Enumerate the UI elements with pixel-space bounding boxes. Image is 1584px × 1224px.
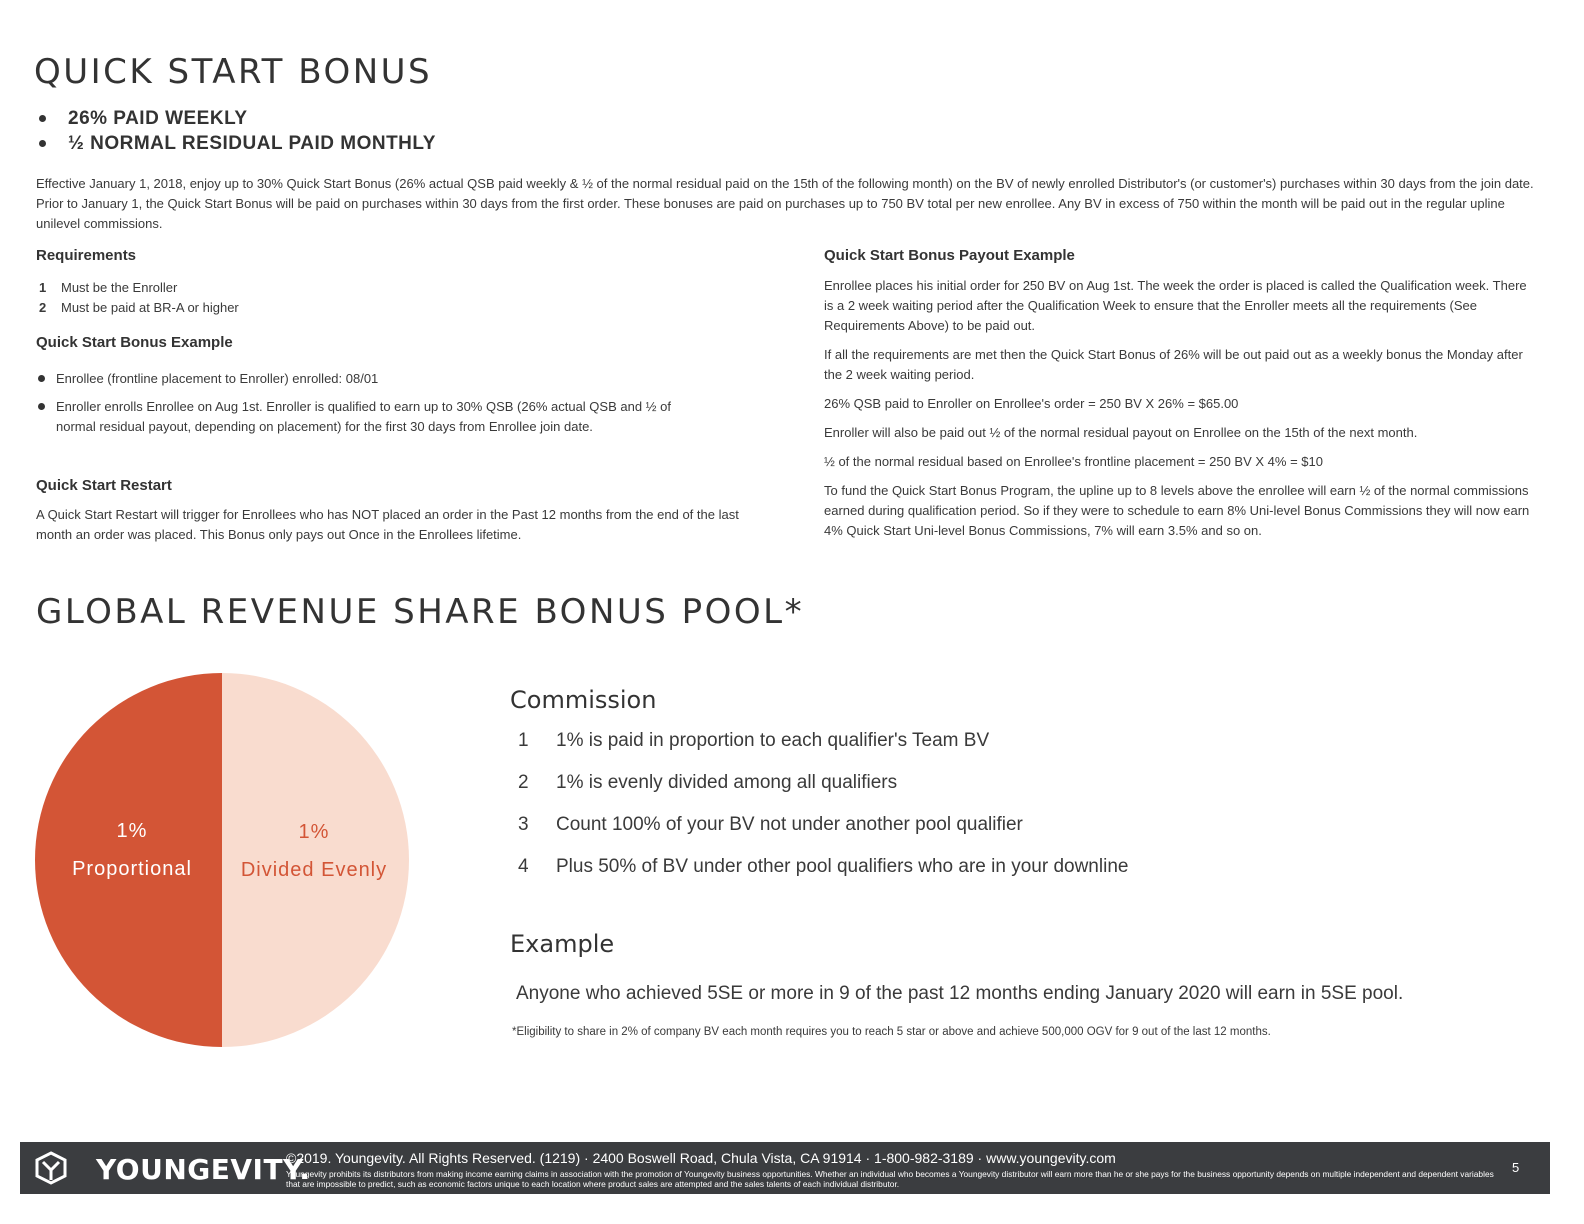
- restart-heading: Quick Start Restart: [36, 477, 172, 494]
- item-text: 1% is evenly divided among all qualifiers: [556, 772, 898, 793]
- item-number: 3: [518, 814, 529, 835]
- item-text: Must be the Enroller: [61, 280, 178, 295]
- pie-label-proportional: [48, 812, 216, 888]
- qsb-example-list: [36, 369, 686, 445]
- payout-heading: Quick Start Bonus Payout Example: [824, 247, 1075, 264]
- highlight-item: 26% PAID WEEKLY: [36, 106, 436, 131]
- eligibility-footnote: *Eligibility to share in 2% of company BV each month requires you to reach 5 star or above and achieve 500,000 OGV for 9 out of the last 12 months.: [512, 1026, 1271, 1038]
- item-number: 2: [518, 772, 529, 793]
- item-number: 2: [39, 300, 47, 315]
- item-number: 1: [518, 730, 529, 751]
- youngevity-logo-icon: [34, 1151, 68, 1185]
- item-text: Plus 50% of BV under other pool qualifiers who are in your downline: [556, 856, 1129, 877]
- quick-start-highlights: [36, 106, 436, 156]
- commission-item: [510, 720, 1510, 762]
- requirements-list: [36, 278, 736, 318]
- quick-start-title: QUICK START BONUS: [34, 52, 433, 92]
- item-number: 4: [518, 856, 529, 877]
- qsb-example-heading: Quick Start Bonus Example: [36, 334, 233, 351]
- footer-disclaimer: Youngevity prohibits its distributors from making income earning claims in association with the promotion of Youngevity business opportunities. Whether an individual who becomes a Youngevity distributor will earn more than he or she pays for the business opportunity depends on multiple independent and dependent variables that are impossible to predict, such as economic factors unique to each location where product sales are attempted and the sales talents of each individual distributor.: [286, 1169, 1494, 1189]
- quick-start-intro: Effective January 1, 2018, enjoy up to 30% Quick Start Bonus (26% actual QSB paid weekly & ½ of the normal residual paid on the 15th of the following month) on the BV of newly enrolled Distributor's (or customer's) purchases within 30 days from the join date. Prior to January 1, the Quick Start Bonus will be paid on purchases within 30 days from the first order. These bonuses are paid on purchases up to 750 BV total per new enrollee. Any BV in excess of 750 within the month will be paid out in the regular upline unilevel commissions.: [36, 176, 1534, 231]
- pie-value-label: 1%: [298, 821, 330, 843]
- commission-list: [510, 720, 1510, 888]
- commission-item: [510, 846, 1510, 888]
- example-item: Enroller enrolls Enrollee on Aug 1st. Enroller is qualified to earn up to 30% QSB (26% actual QSB and ½ of normal residual payout, depending on placement) for the first 30 days from Enrollee join date.: [36, 397, 686, 437]
- restart-text: A Quick Start Restart will trigger for Enrollees who has NOT placed an order in the Past 12 months from the end of the last month an order was placed. This Bonus only pays out Once in the Enrollees lifetime.: [36, 507, 739, 542]
- payout-paragraph: To fund the Quick Start Bonus Program, the upline up to 8 levels above the enrollee will earn ½ of the normal commissions earned during qualification period. So if they were to schedule to earn 8% Uni-level Bonus Commissions they will now earn 4% Quick Start Uni-level Bonus Commissions, 7% will earn 3.5% and so on.: [824, 483, 1530, 538]
- payout-paragraph: Enrollee places his initial order for 250 BV on Aug 1st. The week the order is placed is called the Qualification week. There is a 2 week waiting period after the Qualification Week to ensure that the Enroller meets all the requirements (See Requirements Above) to be paid out.: [824, 278, 1527, 333]
- commission-item: [510, 804, 1510, 846]
- logo-wordmark: YOUNGEVITY.: [96, 1153, 311, 1186]
- requirement-item: [36, 278, 736, 298]
- payout-paragraph: 26% QSB paid to Enroller on Enrollee's order = 250 BV X 26% = $65.00: [824, 396, 1239, 411]
- item-text: Count 100% of your BV not under another pool qualifier: [556, 814, 1023, 835]
- pie-slice-label: Proportional: [72, 858, 192, 880]
- payout-paragraph: ½ of the normal residual based on Enrollee's frontline placement = 250 BV X 4% = $10: [824, 454, 1323, 469]
- commission-heading: Commission: [510, 686, 657, 714]
- highlight-item: ½ NORMAL RESIDUAL PAID MONTHLY: [36, 131, 436, 156]
- pie-value-label: 1%: [116, 820, 148, 842]
- item-number: 1: [39, 280, 47, 295]
- pie-slice-label: Divided Evenly: [240, 859, 388, 881]
- example-heading: Example: [510, 930, 615, 958]
- payout-paragraph: If all the requirements are met then the Quick Start Bonus of 26% will be out paid out as a weekly bonus the Monday after the 2 week waiting period.: [824, 347, 1523, 382]
- payout-paragraph: Enroller will also be paid out ½ of the normal residual payout on Enrollee on the 15th of the next month.: [824, 425, 1418, 440]
- item-text: Must be paid at BR-A or higher: [61, 300, 239, 315]
- footer-bar: [20, 1142, 1550, 1194]
- page-number: 5: [1512, 1160, 1520, 1175]
- payout-example: [824, 276, 1538, 550]
- pie-label-divided-evenly: [222, 813, 406, 889]
- example-text: Anyone who achieved 5SE or more in 9 of the past 12 months ending January 2020 will earn in 5SE pool.: [516, 983, 1404, 1004]
- requirement-item: [36, 298, 736, 318]
- footer-copyright: ©2019. Youngevity. All Rights Reserved. (1219) · 2400 Boswell Road, Chula Vista, CA 91914 · 1-800-982-3189 · www.youngevity.com: [286, 1150, 1116, 1166]
- commission-item: [510, 762, 1510, 804]
- requirements-heading: Requirements: [36, 247, 137, 264]
- global-pool-title: GLOBAL REVENUE SHARE BONUS POOL*: [36, 592, 805, 632]
- item-text: 1% is paid in proportion to each qualifier's Team BV: [556, 730, 990, 751]
- example-item: Enrollee (frontline placement to Enroller) enrolled: 08/01: [36, 369, 686, 389]
